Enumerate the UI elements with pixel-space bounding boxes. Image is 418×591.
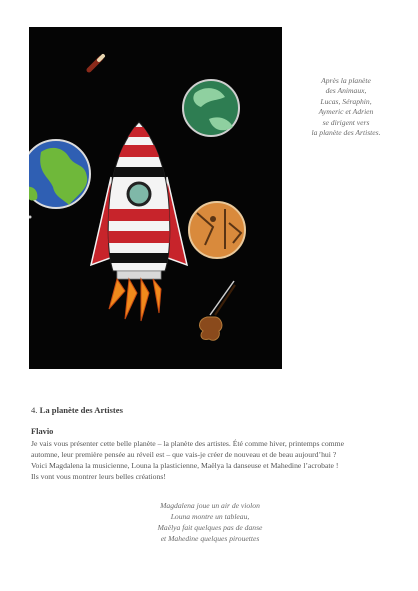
caption-line: Aymeric et Adrien: [318, 107, 374, 117]
body-line: Voici Magdalena la musicienne, Louna la plasticienne, Maëlya la danseuse et Mahedine l’acrobate !: [31, 461, 339, 470]
violin-drawing: [200, 281, 235, 340]
space-drawing: [29, 27, 282, 369]
artist-planet: [189, 202, 245, 258]
poem-line: et Mahedine quelques pirouettes: [160, 534, 260, 543]
earth-planet: [29, 140, 90, 208]
caption-line: Lucas, Séraphin,: [320, 96, 372, 106]
caption-line: se dirigent vers: [322, 117, 370, 127]
rocket-drawing: [89, 122, 189, 321]
poem-verse: [110, 500, 310, 544]
illustration-caption: [292, 76, 400, 138]
caption-line: des Animaux,: [325, 86, 367, 96]
caption-line: la planète des Artistes.: [311, 128, 381, 138]
body-line: automne, leur première pensée au réveil est – que vais-je créer de nouveau et de beau aujourd’hui ?: [31, 450, 337, 459]
body-line: Je vais vous présenter cette belle planète – la planète des artistes. Été comme hiver, printemps comme: [31, 439, 345, 448]
poem-line: Maëlya fait quelques pas de danse: [157, 523, 263, 532]
author-name: Flavio: [31, 427, 54, 436]
poem-line: Magdalena joue un air de violon: [160, 501, 260, 510]
section-number: 4.: [31, 405, 38, 415]
section-heading: [31, 405, 123, 415]
section-title: La planète des Artistes: [39, 405, 123, 415]
body-line: Ils vont vous montrer leurs belles créations!: [31, 472, 166, 481]
green-planet: [183, 80, 239, 136]
poem-line: Louna montre un tableau,: [170, 512, 250, 521]
pencil-drawing: [89, 56, 103, 70]
body-paragraph: [31, 438, 383, 482]
caption-line: Après la planète: [321, 76, 371, 85]
